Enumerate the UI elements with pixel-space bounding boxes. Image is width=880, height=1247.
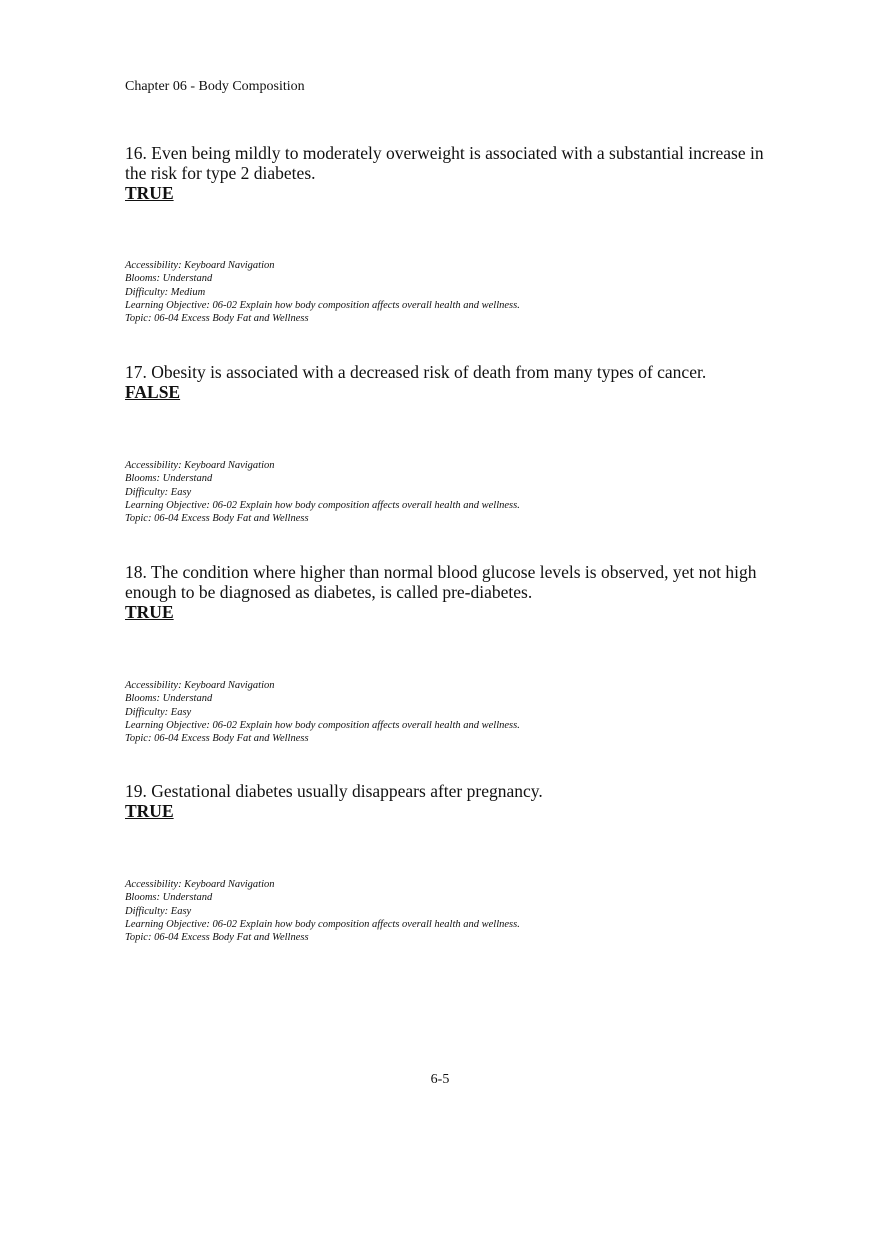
- question-metadata: [125, 878, 725, 944]
- question-metadata: [125, 259, 725, 325]
- answer-label: TRUE: [125, 602, 174, 622]
- question-text: 17. Obesity is associated with a decreased risk of death from many types of cancer.: [125, 362, 707, 382]
- question-19: [125, 781, 775, 822]
- page-number: 6-5: [430, 1072, 450, 1087]
- meta-difficulty: Difficulty: Easy: [125, 905, 192, 917]
- question-metadata: [125, 679, 725, 745]
- meta-difficulty: Difficulty: Easy: [125, 486, 192, 498]
- meta-blooms: Blooms: Understand: [125, 273, 213, 285]
- question-16: [125, 143, 775, 204]
- meta-learning-objective: Learning Objective: 06-02 Explain how body composition affects overall health and wellness.: [125, 299, 520, 311]
- meta-accessibility: Accessibility: Keyboard Navigation: [125, 879, 275, 890]
- meta-difficulty: Difficulty: Medium: [125, 286, 206, 298]
- answer-label: FALSE: [125, 382, 181, 402]
- meta-learning-objective: Learning Objective: 06-02 Explain how body composition affects overall health and wellness.: [125, 719, 520, 731]
- question-text: 19. Gestational diabetes usually disappears after pregnancy.: [125, 781, 543, 801]
- meta-accessibility: Accessibility: Keyboard Navigation: [125, 460, 275, 471]
- answer-label: TRUE: [125, 801, 174, 821]
- meta-blooms: Blooms: Understand: [125, 473, 213, 485]
- meta-accessibility: Accessibility: Keyboard Navigation: [125, 680, 275, 691]
- page-header: Chapter 06 - Body Composition: [125, 79, 305, 94]
- question-text: 16. Even being mildly to moderately overweight is associated with a substantial increase in the risk for type 2 diabetes.: [125, 143, 764, 183]
- question-17: [125, 362, 775, 403]
- question-text: 18. The condition where higher than normal blood glucose levels is observed, yet not high enough to be diagnosed as diabetes, is called pre-diabetes.: [125, 562, 757, 602]
- meta-accessibility: Accessibility: Keyboard Navigation: [125, 260, 275, 271]
- meta-blooms: Blooms: Understand: [125, 693, 213, 705]
- meta-topic: Topic: 06-04 Excess Body Fat and Wellness: [125, 313, 309, 325]
- meta-blooms: Blooms: Understand: [125, 892, 213, 904]
- meta-topic: Topic: 06-04 Excess Body Fat and Wellness: [125, 932, 309, 944]
- meta-difficulty: Difficulty: Easy: [125, 706, 192, 718]
- answer-label: TRUE: [125, 183, 174, 203]
- question-metadata: [125, 459, 725, 525]
- meta-learning-objective: Learning Objective: 06-02 Explain how body composition affects overall health and wellness.: [125, 499, 520, 511]
- meta-topic: Topic: 06-04 Excess Body Fat and Wellness: [125, 733, 309, 745]
- question-18: [125, 562, 775, 623]
- meta-learning-objective: Learning Objective: 06-02 Explain how body composition affects overall health and wellness.: [125, 918, 520, 930]
- meta-topic: Topic: 06-04 Excess Body Fat and Wellness: [125, 513, 309, 525]
